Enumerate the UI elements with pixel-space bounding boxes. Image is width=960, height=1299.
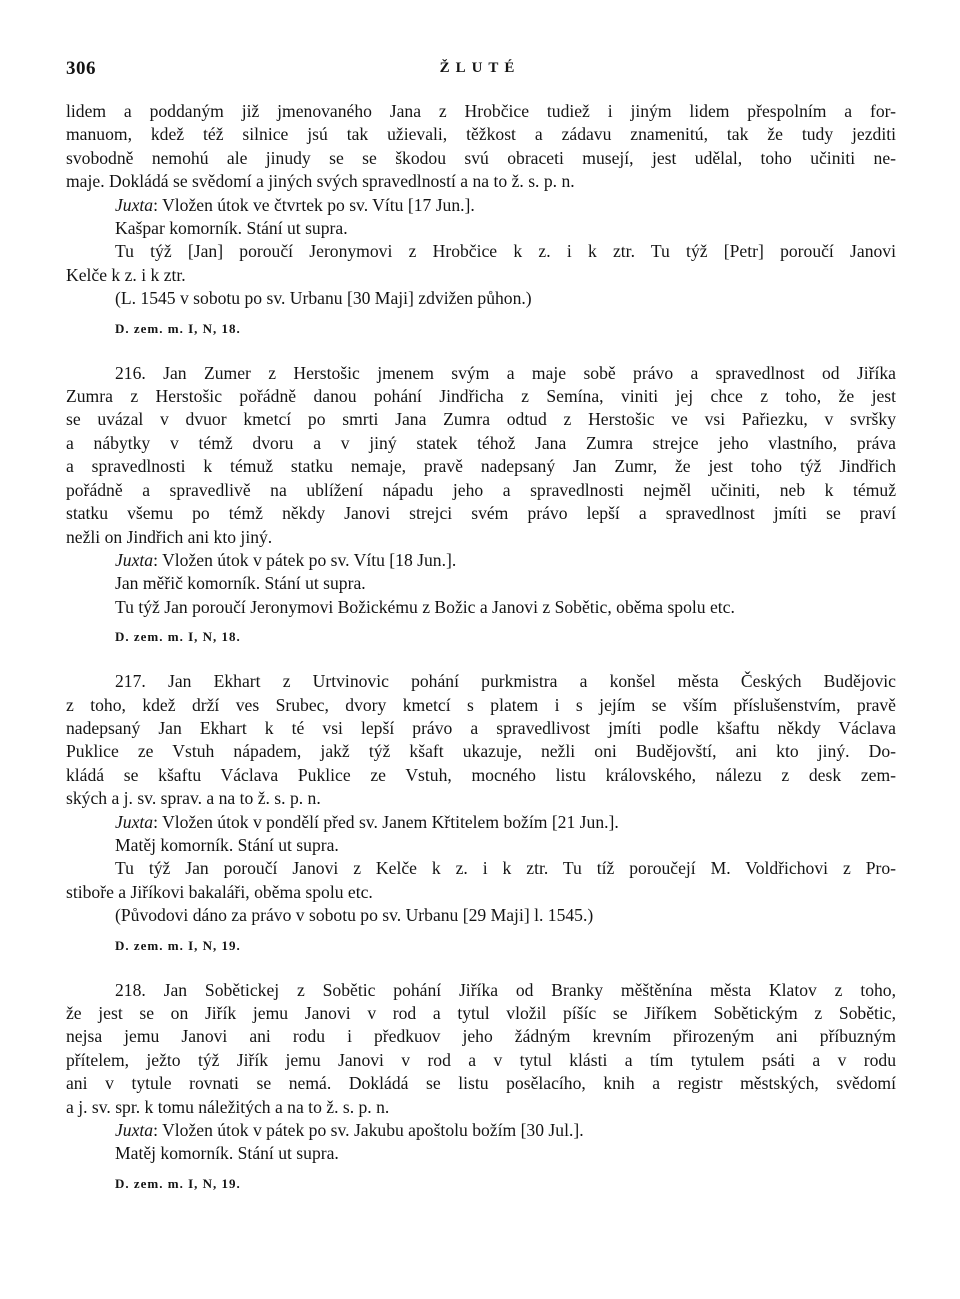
- officer-line: Jan měřič komorník. Stání ut supra.: [115, 573, 366, 594]
- officer-line: Kašpar komorník. Stání ut supra.: [115, 218, 348, 239]
- text-line: a spravedlnosti k témuž statku nemaje, pravě nadepsaný Jan Zumr, že jest toho týž Jindřich: [66, 456, 896, 477]
- text-line: 216. Jan Zumer z Herstošic jmenem svým a maje sobě právo a spravedlnost od Jiříka: [115, 362, 896, 383]
- note-line: (L. 1545 v sobotu po sv. Urbanu [30 Maji] zdvižen půhon.): [115, 288, 532, 309]
- transfer-paragraph: [66, 240, 896, 287]
- officer-line: Matěj komorník. Stání ut supra.: [115, 834, 339, 855]
- juxta-label: Juxta: [115, 1120, 154, 1141]
- source-reference: D. zem. m. I, N, 19.: [115, 1175, 241, 1191]
- text-line: maje. Dokládá se svědomí a jiných svých spravedlností a na to ž. s. p. n.: [66, 171, 575, 192]
- juxta-text: : Vložen útok v pátek po sv. Jakubu apoštolu božím [30 Jul.].: [153, 1120, 584, 1141]
- entry-217: [66, 670, 896, 954]
- juxta-line: [66, 811, 896, 834]
- text-line: 217. Jan Ekhart z Urtvinovic pohání purkmistra a konšel města Českých Budějovic: [115, 671, 896, 692]
- text-line: statku všemu po témž někdy Janovi strejci svém právo lepší a spravedlnost jmíti se praví: [66, 503, 896, 524]
- juxta-label: Juxta: [115, 811, 154, 832]
- juxta-label: Juxta: [115, 194, 154, 215]
- source-reference: D. zem. m. I, N, 19.: [115, 937, 241, 953]
- text-line: přítelem, ježto týž Jiřík jemu Janovi v rod a v tytul klásti a tím tytulem psáti a v rodu: [66, 1049, 896, 1070]
- text-line: Zumra z Herstošic pořádně danou pohání Jindřicha z Semína, viniti jej chce z toho, že jest: [66, 386, 896, 407]
- juxta-text: : Vložen útok v pondělí před sv. Janem Křtitelem božím [21 Jun.].: [153, 811, 619, 832]
- transfer-line: Tu týž Jan poroučí Jeronymovi Božickému z Božic a Janovi z Sobětic, oběma spolu etc.: [115, 596, 735, 617]
- juxta-line: [66, 1119, 896, 1142]
- text-line: Kelče k z. i k ztr.: [66, 264, 186, 285]
- text-line: že jest se on Jiřík jemu Janovi v rod a tytul vložil píšíc se Jiříkem Sobětickým z Sobětic,: [66, 1003, 896, 1023]
- entry-218: [66, 979, 896, 1193]
- text-line: svobodně nemohú ale jinudy se se škodou svú obraceti musejí, jest udělal, toho učiniti ne-: [66, 147, 896, 168]
- entry-paragraph: [66, 670, 896, 810]
- running-title: ŽLUTÉ: [439, 60, 521, 76]
- text-line: nadepsaný Jan Ekhart k té vsi lepší právo a spravedlivost jmíti podle kšaftu někdy Václava: [66, 717, 896, 738]
- text-line: stiboře a Jiříkovi bakaláři, oběma spolu etc.: [66, 881, 373, 902]
- text-line: z toho, kdež drží ves Srubec, dvory kmetcí s platem i s jejím se vším příslušenstvím, pravě: [66, 694, 896, 715]
- entry-continued: [66, 100, 896, 338]
- text-line: se uvázal v dvuor kmetcí po smrti Jana Zumra odtud z Herstošic ve vsi Pařiezku, v svršky: [66, 409, 896, 430]
- text-line: Tu týž [Jan] poroučí Jeronymovi z Hrobčice k z. i k ztr. Tu týž [Petr] poroučí Janovi: [115, 241, 896, 262]
- text-line: 218. Jan Sobětickej z Sobětic pohání Jiříka od Branky měštěnína města Klatov z toho,: [115, 979, 896, 1000]
- entry-paragraph: [66, 100, 896, 194]
- text-line: a j. sv. spr. k tomu náležitých a na to ž. s. p. n.: [66, 1096, 390, 1117]
- text-line: kládá se kšaftu Václava Puklice ze Vstuh, mocného listu královského, nálezu z desk zem-: [66, 764, 896, 785]
- entry-paragraph: [66, 362, 896, 549]
- text-line: a nábytky v témž dvoru a v jiný statek téhož Jana Zumra strejce jeho vlastního, práva: [66, 432, 896, 453]
- juxta-line: [66, 194, 896, 217]
- entry-paragraph: [66, 979, 896, 1119]
- juxta-text: : Vložen útok v pátek po sv. Vítu [18 Jun.].: [153, 549, 457, 570]
- source-reference: D. zem. m. I, N, 18.: [115, 629, 241, 645]
- entry-216: [66, 362, 896, 646]
- officer-line: Matěj komorník. Stání ut supra.: [115, 1143, 339, 1164]
- text-line: nežli on Jindřich ani kto jiný.: [66, 526, 273, 547]
- text-line: pořádně a spravedlivě na ublížení nápadu jeho a spravedlnosti nejměl učiniti, neb k témuž: [66, 479, 896, 500]
- juxta-label: Juxta: [115, 549, 154, 570]
- text-line: ani v tytule rovnati se nemá. Dokládá se listu posělacího, knih a registr městských, svědomí: [66, 1073, 896, 1094]
- text-line: ských a j. sv. sprav. a na to ž. s. p. n.: [66, 788, 321, 809]
- source-reference: D. zem. m. I, N, 18.: [115, 320, 241, 336]
- text-line: Tu týž Jan poroučí Janovi z Kelče k z. i k ztr. Tu tíž poroučejí M. Voldřichovi z Pro-: [115, 858, 896, 879]
- juxta-text: : Vložen útok ve čtvrtek po sv. Vítu [17 Jun.].: [153, 194, 475, 215]
- page-body: [66, 100, 896, 1193]
- juxta-line: [66, 549, 896, 572]
- transfer-paragraph: [66, 857, 896, 904]
- text-line: lidem a poddaným již jmenovaného Jana z Hrobčice tudiež i jiným lidem přespolním a for-: [66, 101, 896, 121]
- page-number: 306: [66, 58, 96, 79]
- text-line: Puklice ze Vstuh nápadem, jakž týž kšaft ukazuje, nežli oni Budějovští, ani kto jiný. Do-: [66, 741, 896, 762]
- note-line: (Původovi dáno za právo v sobotu po sv. Urbanu [29 Maji] l. 1545.): [115, 905, 594, 926]
- text-line: nejsa jemu Janovi ani rodu i předkuov jeho žádným krevním přirozeným ani příbuzným: [66, 1026, 896, 1047]
- text-line: manuom, kdež též silnice jsú tak užievali, těžkost a zádavu znamenitú, tak že tudy jezditi: [66, 124, 896, 145]
